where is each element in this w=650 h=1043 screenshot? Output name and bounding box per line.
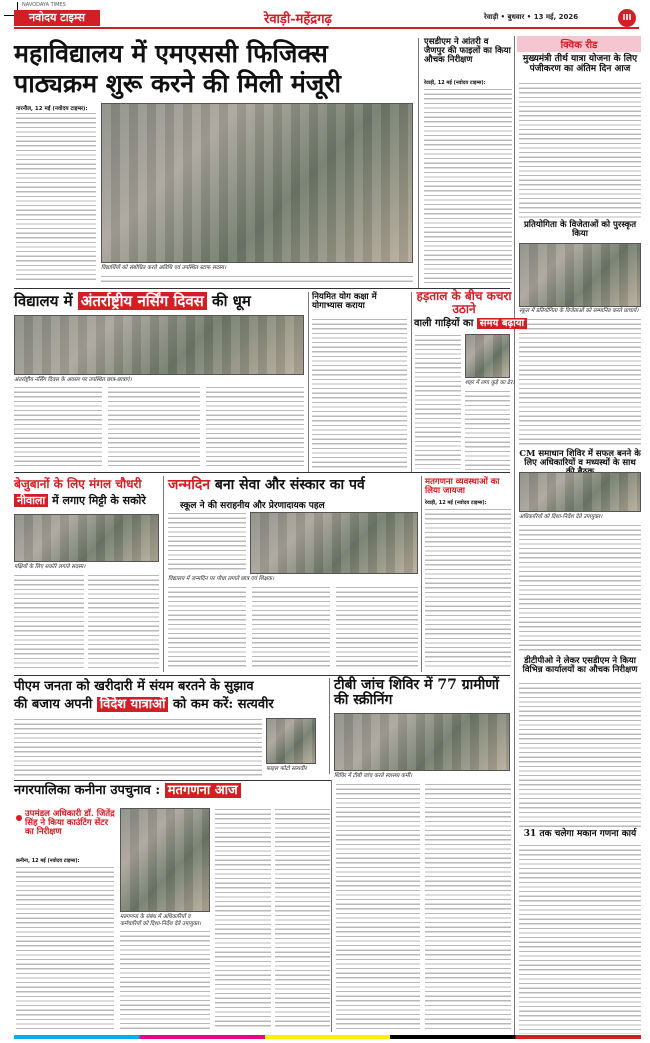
sdm-headline: एसडीएम ने आंतरी व जैणपुर की फाइलों का किया औचक निरीक्षण — [424, 37, 511, 66]
birds-body-col-2 — [88, 574, 159, 669]
quick-photo — [519, 243, 641, 307]
matdan-body — [425, 508, 511, 670]
garbage-photo — [465, 334, 510, 378]
quick-headline: मुख्यमंत्री तीर्थ यात्रा योजना के लिए पंजीकरण का अंतिम दिन आज — [522, 54, 638, 74]
municipal-body-col-1 — [120, 930, 210, 1030]
janmadin-subheadline: स्कूल ने की सराहनीय और प्रेरणादायक पहल — [180, 501, 325, 511]
column-rule-janmadin — [163, 476, 164, 672]
birds-headline-2: नीवाला में लगाए मिट्टी के सकोरे — [14, 495, 164, 507]
column-rule-tb — [329, 678, 330, 774]
pm-photo-caption: फाइल फोटो सत्यवीर — [266, 766, 307, 772]
janmadin-photo-caption: विद्यालय में जन्मदिन पर पौधा लगाते छात्र एवं शिक्षक। — [168, 576, 275, 582]
yoga-body — [312, 318, 407, 468]
lead-headline-line-2: पाठ्यक्रम शुरू करने की मिली मंजूरी — [14, 69, 342, 98]
column-rule-1 — [418, 38, 419, 288]
matdan-dateline: रेवाड़ी, 12 मई (नवोदय टाइम्स): — [425, 500, 487, 506]
masthead-top-small: NAVODAYA TIMES — [22, 2, 66, 8]
column-rule-yoga — [308, 292, 309, 472]
lead-photo — [101, 103, 413, 263]
column-rule-matdan — [421, 476, 422, 672]
page-number: III — [618, 9, 636, 27]
janmadin-headline: जन्मदिन बना सेवा और संस्कार का पर्व — [168, 477, 365, 493]
quick-photo-caption-2: अधिकारियों को दिशा-निर्देश देते उपायुक्त। — [519, 514, 603, 520]
quick-headline-2: CM समाधान शिविर में सफल बनने के लिए अधिकारियों व मध्यस्थों के साथ — [519, 449, 641, 469]
garbage-body-col-1 — [415, 334, 461, 469]
quick-body-4 — [519, 682, 641, 828]
section-rule-3 — [14, 675, 510, 676]
nursing-body-col-1 — [14, 386, 102, 466]
garbage-headline-2: वाली गाड़ियों का समय बढ़ाया — [414, 319, 514, 330]
birds-photo — [14, 514, 159, 562]
quick-read-box — [517, 36, 641, 52]
lead-body-col-1 — [16, 112, 96, 280]
quick-read-label: क्विक रीड — [560, 40, 598, 51]
column-rule-garbage — [411, 292, 412, 472]
pm-photo — [266, 718, 316, 764]
tb-body-col-2 — [425, 783, 511, 1031]
paper-name-box: नवोदय टाइम्स — [14, 10, 100, 26]
garbage-body-col-2 — [465, 390, 510, 470]
janmadin-body-col-1 — [168, 512, 246, 572]
section-rule-2 — [14, 472, 510, 473]
quick-sub-headline: प्रतियोगिता के विजेताओं को पुरस्कृत किया — [523, 220, 637, 240]
sidebar-rule — [514, 36, 515, 1036]
nursing-body-col-3 — [206, 386, 304, 466]
quick-headline-3: डीटीपीओ ने लेकर एसडीएम ने किया विभिन्न कार्यालयों का औचक निरीक्षण — [522, 656, 638, 676]
lead-body-col-2 — [101, 275, 413, 283]
janmadin-body-col-4 — [336, 586, 418, 670]
masthead — [14, 9, 639, 29]
tb-body-col-1 — [336, 783, 420, 1031]
quick-body-2 — [519, 318, 641, 448]
sdm-body-col-1 — [424, 88, 512, 283]
birds-body-col-1 — [14, 574, 84, 669]
officer-headline: उपमंडल अधिकारी डॉ. जितेंद्र सिंह ने किया काउंटिंग सेंटर का निरीक्षण — [25, 809, 115, 838]
pm-headline-2: की बजाय अपनी विदेश यात्राओं को कम करें: सत्यवीर — [14, 697, 274, 712]
lead-photo-caption: विद्यार्थियों को संबोधित करते अतिथि एवं उपस्थित स्टाफ सदस्य। — [101, 265, 227, 271]
tb-photo-caption: शिविर में टीबी जांच करते स्वास्थ्य कर्मी। — [334, 773, 413, 779]
quick-headline-4: 31 तक चलेगा मकान गणना कार्य — [523, 829, 637, 839]
officer-body — [16, 866, 114, 1030]
quick-body-5 — [519, 844, 641, 1034]
nursing-body-col-2 — [108, 386, 200, 466]
officer-dateline: कनीना, 12 मई (नवोदय टाइम्स): — [16, 858, 80, 864]
municipal-body-col-2 — [215, 808, 271, 1030]
pm-headline-1: पीएम जनता को खरीदारी में संयम बरतने के सुझाव — [14, 679, 254, 694]
municipal-body-col-3 — [275, 808, 330, 1030]
municipal-photo — [120, 808, 210, 912]
sdm-dateline: रेवाड़ी, 12 मई (नवोदय टाइम्स): — [424, 80, 486, 86]
quick-photo-2 — [519, 472, 641, 512]
quick-photo-caption: स्कूल में प्रतियोगिता के विजेताओं को सम्मानित करते प्राचार्य। — [519, 308, 639, 314]
tb-photo — [334, 713, 510, 771]
municipal-photo-caption: मतगणना के संबंध में अधिकारियों व कर्मचारियों को दिशा-निर्देश देते उपायुक्त। — [120, 914, 201, 927]
garbage-photo-caption: शहर में लगा कूड़े का ढेर। — [465, 380, 515, 386]
pm-body-col-1 — [14, 718, 262, 778]
footer-bar — [14, 1035, 641, 1039]
quick-body-3 — [519, 524, 641, 654]
lead-headline-line-1: महाविद्यालय में एमएससी फिजिक्स — [14, 39, 328, 68]
lead-dateline: नारनौल, 12 मई (नवोदय टाइम्स): — [16, 106, 88, 112]
birds-photo-caption: पक्षियों के लिए सकोरे लगाते सदस्य। — [14, 564, 86, 570]
birds-headline-1: बेजुबानों के लिए मंगल चौधरी — [14, 477, 142, 491]
section-rule-4 — [14, 780, 332, 781]
issue-date: रेवाड़ी • बुधवार • 13 मई, 2026 — [484, 13, 579, 21]
nursing-photo — [14, 315, 304, 375]
tb-headline: टीबी जांच शिविर में 77 ग्रामीणों की स्क्रीनिंग — [334, 677, 499, 709]
nursing-photo-caption: अंतर्राष्ट्रीय नर्सिंग दिवस के अवसर पर उपस्थित छात्र-छात्राएं। — [14, 377, 132, 383]
nursing-headline: विद्यालय में अंतर्राष्ट्रीय नर्सिंग दिवस की धूम — [14, 292, 251, 310]
matdan-headline: मतगणना व्यवस्थाओं का लिया जायजा — [425, 477, 500, 497]
quick-body — [519, 82, 641, 220]
edition-name: रेवाड़ी-महेंद्रगढ़ — [264, 12, 332, 27]
janmadin-body-col-2 — [168, 586, 246, 670]
garbage-headline: हड़ताल के बीच कचरा उठाने — [416, 289, 512, 316]
janmadin-body-col-3 — [252, 586, 330, 670]
officer-bullet-icon — [16, 815, 22, 821]
municipal-headline: नगरपालिका कनीना उपचुनाव : मतगणना आज — [14, 784, 334, 798]
yoga-headline: नियमित योग कक्षा में योगाभ्यास कराया — [312, 292, 377, 312]
column-rule-tb-body — [331, 780, 332, 1032]
janmadin-photo — [250, 512, 418, 574]
